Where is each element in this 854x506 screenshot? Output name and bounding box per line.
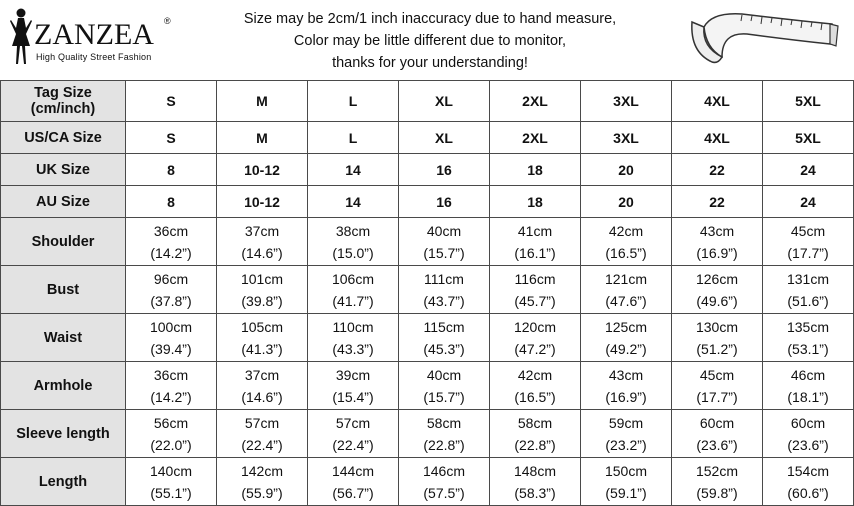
inch-value: (43.7”) xyxy=(423,292,465,309)
cm-value: 131cm xyxy=(786,270,830,287)
size-cell: S xyxy=(126,81,217,122)
measurement-cell xyxy=(672,458,763,506)
cm-value: 142cm xyxy=(240,462,284,479)
row-header: Sleeve length xyxy=(1,410,126,458)
measurement-cell xyxy=(308,362,399,410)
size-cell: S xyxy=(126,122,217,154)
inch-value: (49.6”) xyxy=(696,292,738,309)
notice-line: Size may be 2cm/1 inch inaccuracy due to hand measure, xyxy=(243,11,617,27)
cm-value: 110cm xyxy=(332,318,374,335)
size-cell: M xyxy=(217,122,308,154)
inch-value: (59.8”) xyxy=(696,484,738,501)
inch-value: (17.7”) xyxy=(787,244,829,261)
cm-value: 37cm xyxy=(244,366,280,383)
cm-value: 36cm xyxy=(153,366,189,383)
cm-value: 40cm xyxy=(426,366,462,383)
cm-value: 120cm xyxy=(513,318,557,335)
inch-value: (49.2”) xyxy=(605,340,647,357)
measurement-cell xyxy=(308,410,399,458)
inch-value: (22.8”) xyxy=(423,436,465,453)
cm-value: 111cm xyxy=(424,270,464,287)
measurement-cell xyxy=(581,266,672,314)
measurement-cell xyxy=(217,266,308,314)
size-cell: 14 xyxy=(308,154,399,186)
inch-value: (16.1”) xyxy=(514,244,556,261)
inch-value: (59.1”) xyxy=(605,484,647,501)
measurement-cell xyxy=(217,218,308,266)
measurement-cell xyxy=(672,314,763,362)
cm-value: 140cm xyxy=(149,462,193,479)
cm-value: 144cm xyxy=(331,462,375,479)
inch-value: (14.2”) xyxy=(150,388,192,405)
row-header: Armhole xyxy=(1,362,126,410)
size-cell: 8 xyxy=(126,154,217,186)
inch-value: (45.3”) xyxy=(423,340,465,357)
measurement-cell xyxy=(399,314,490,362)
measurement-cell xyxy=(672,218,763,266)
measurement-cell xyxy=(308,314,399,362)
cm-value: 106cm xyxy=(331,270,375,287)
inch-value: (22.4”) xyxy=(332,436,374,453)
inch-value: (55.9”) xyxy=(241,484,283,501)
size-cell: 24 xyxy=(763,154,854,186)
size-cell: 5XL xyxy=(763,122,854,154)
cm-value: 126cm xyxy=(695,270,739,287)
inch-value: (15.7”) xyxy=(423,244,465,261)
size-cell: 3XL xyxy=(581,81,672,122)
size-cell: 10-12 xyxy=(217,186,308,218)
cm-value: 135cm xyxy=(786,318,830,335)
inch-value: (55.1”) xyxy=(150,484,192,501)
brand-name: ZANZEA xyxy=(34,18,154,51)
size-cell: 8 xyxy=(126,186,217,218)
measurement-cell xyxy=(217,314,308,362)
inch-value: (37.8”) xyxy=(150,292,192,309)
size-cell: 3XL xyxy=(581,122,672,154)
measurement-cell xyxy=(581,410,672,458)
measurement-cell xyxy=(126,266,217,314)
cm-value: 57cm xyxy=(244,414,280,431)
measurement-cell xyxy=(763,410,854,458)
measurement-cell xyxy=(581,362,672,410)
measurement-cell xyxy=(763,458,854,506)
measurement-cell xyxy=(217,458,308,506)
inch-value: (57.5”) xyxy=(423,484,465,501)
measurement-cell xyxy=(399,362,490,410)
cm-value: 40cm xyxy=(426,222,462,239)
cm-value: 101cm xyxy=(240,270,284,287)
measurement-cell xyxy=(581,314,672,362)
size-cell: 4XL xyxy=(672,81,763,122)
inch-value: (22.0”) xyxy=(150,436,192,453)
inch-value: (53.1”) xyxy=(787,340,829,357)
inch-value: (58.3”) xyxy=(514,484,556,501)
inch-value: (60.6”) xyxy=(787,484,829,501)
cm-value: 59cm xyxy=(608,414,644,431)
cm-value: 116cm xyxy=(514,270,556,287)
size-cell: 2XL xyxy=(490,81,581,122)
inch-value: (16.9”) xyxy=(605,388,647,405)
measurement-cell xyxy=(763,362,854,410)
size-cell: L xyxy=(308,122,399,154)
cm-value: 60cm xyxy=(699,414,735,431)
row-header: Bust xyxy=(1,266,126,314)
row-header: Tag Size (cm/inch) xyxy=(1,81,126,122)
row-header: AU Size xyxy=(1,186,126,218)
cm-value: 150cm xyxy=(604,462,648,479)
inch-value: (15.7”) xyxy=(423,388,465,405)
cm-value: 115cm xyxy=(423,318,465,335)
measurement-cell xyxy=(217,362,308,410)
inch-value: (23.6”) xyxy=(696,436,738,453)
size-row xyxy=(1,122,854,154)
inch-value: (14.6”) xyxy=(241,244,283,261)
measurement-cell xyxy=(581,218,672,266)
cm-value: 100cm xyxy=(149,318,193,335)
size-cell: 14 xyxy=(308,186,399,218)
cm-value: 148cm xyxy=(513,462,557,479)
cm-value: 57cm xyxy=(335,414,371,431)
size-cell: 18 xyxy=(490,154,581,186)
measurement-cell xyxy=(763,314,854,362)
inch-value: (17.7”) xyxy=(696,388,738,405)
cm-value: 43cm xyxy=(699,222,735,239)
cm-value: 105cm xyxy=(240,318,284,335)
cm-value: 58cm xyxy=(517,414,553,431)
size-cell: L xyxy=(308,81,399,122)
inch-value: (47.2”) xyxy=(514,340,556,357)
cm-value: 152cm xyxy=(695,462,739,479)
measurement-cell xyxy=(126,458,217,506)
cm-value: 45cm xyxy=(699,366,735,383)
inch-value: (39.4”) xyxy=(150,340,192,357)
size-cell: 22 xyxy=(672,186,763,218)
brand-tagline: High Quality Street Fashion xyxy=(36,52,152,62)
measurement-cell xyxy=(399,458,490,506)
measurement-cell xyxy=(399,410,490,458)
measurement-row xyxy=(1,266,854,314)
inch-value: (15.0”) xyxy=(332,244,374,261)
registered-mark: ® xyxy=(164,16,171,26)
row-header: US/CA Size xyxy=(1,122,126,154)
size-cell: XL xyxy=(399,122,490,154)
cm-value: 43cm xyxy=(608,366,644,383)
notice-text xyxy=(200,8,660,74)
inch-value: (51.6”) xyxy=(787,292,829,309)
notice-line: Color may be little different due to monitor, xyxy=(293,33,567,49)
size-cell: 5XL xyxy=(763,81,854,122)
measurement-row xyxy=(1,458,854,506)
size-row xyxy=(1,81,854,122)
measurement-cell xyxy=(672,266,763,314)
inch-value: (16.5”) xyxy=(514,388,556,405)
size-cell: 22 xyxy=(672,154,763,186)
cm-value: 60cm xyxy=(790,414,826,431)
measurement-cell xyxy=(126,362,217,410)
inch-value: (22.4”) xyxy=(241,436,283,453)
inch-value: (18.1”) xyxy=(787,388,829,405)
measurement-cell xyxy=(126,314,217,362)
measuring-tape-icon xyxy=(682,2,842,74)
measurement-cell xyxy=(308,266,399,314)
size-cell: 10-12 xyxy=(217,154,308,186)
measurement-cell xyxy=(308,458,399,506)
size-cell: 24 xyxy=(763,186,854,218)
size-chart-table xyxy=(0,80,854,506)
measurement-cell xyxy=(672,362,763,410)
inch-value: (47.6”) xyxy=(605,292,647,309)
cm-value: 42cm xyxy=(517,366,553,383)
inch-value: (45.7”) xyxy=(514,292,556,309)
cm-value: 146cm xyxy=(422,462,466,479)
cm-value: 41cm xyxy=(517,222,553,239)
inch-value: (39.8”) xyxy=(241,292,283,309)
inch-value: (23.2”) xyxy=(605,436,647,453)
measurement-cell xyxy=(581,458,672,506)
size-cell: 18 xyxy=(490,186,581,218)
measurement-cell xyxy=(217,410,308,458)
cm-value: 56cm xyxy=(153,414,189,431)
measurement-cell xyxy=(763,266,854,314)
fashion-silhouette-icon xyxy=(4,6,38,66)
notice-line: thanks for your understanding! xyxy=(332,55,528,71)
size-cell: 2XL xyxy=(490,122,581,154)
cm-value: 58cm xyxy=(426,414,462,431)
inch-value: (43.3”) xyxy=(332,340,374,357)
cm-value: 96cm xyxy=(153,270,189,287)
size-cell: XL xyxy=(399,81,490,122)
inch-value: (23.6”) xyxy=(787,436,829,453)
size-row xyxy=(1,186,854,218)
size-cell: 20 xyxy=(581,154,672,186)
cm-value: 130cm xyxy=(695,318,739,335)
measurement-row xyxy=(1,218,854,266)
row-header: UK Size xyxy=(1,154,126,186)
measurement-cell xyxy=(399,218,490,266)
measurement-row xyxy=(1,410,854,458)
cm-value: 42cm xyxy=(608,222,644,239)
measurement-cell xyxy=(308,218,399,266)
measurement-cell xyxy=(490,458,581,506)
size-cell: 16 xyxy=(399,186,490,218)
measurement-cell xyxy=(126,410,217,458)
inch-value: (41.7”) xyxy=(332,292,374,309)
inch-value: (14.6”) xyxy=(241,388,283,405)
measurement-cell xyxy=(672,410,763,458)
cm-value: 125cm xyxy=(604,318,648,335)
measurement-cell xyxy=(490,410,581,458)
cm-value: 154cm xyxy=(786,462,830,479)
size-cell: 20 xyxy=(581,186,672,218)
inch-value: (16.9”) xyxy=(696,244,738,261)
cm-value: 121cm xyxy=(604,270,648,287)
size-cell: 4XL xyxy=(672,122,763,154)
measurement-cell xyxy=(490,266,581,314)
cm-value: 46cm xyxy=(790,366,826,383)
inch-value: (41.3”) xyxy=(241,340,283,357)
measurement-cell xyxy=(399,266,490,314)
inch-value: (56.7”) xyxy=(332,484,374,501)
row-header: Shoulder xyxy=(1,218,126,266)
cm-value: 39cm xyxy=(335,366,371,383)
header xyxy=(0,0,854,80)
brand-logo xyxy=(2,4,178,66)
row-header: Length xyxy=(1,458,126,506)
measurement-cell xyxy=(490,218,581,266)
size-cell: 16 xyxy=(399,154,490,186)
cm-value: 37cm xyxy=(244,222,280,239)
measurement-cell xyxy=(490,362,581,410)
inch-value: (15.4”) xyxy=(332,388,374,405)
size-cell: M xyxy=(217,81,308,122)
cm-value: 38cm xyxy=(335,222,371,239)
measurement-cell xyxy=(490,314,581,362)
size-row xyxy=(1,154,854,186)
row-header: Waist xyxy=(1,314,126,362)
measurement-cell xyxy=(763,218,854,266)
cm-value: 45cm xyxy=(790,222,826,239)
inch-value: (14.2”) xyxy=(150,244,192,261)
measurement-cell xyxy=(126,218,217,266)
inch-value: (22.8”) xyxy=(514,436,556,453)
inch-value: (51.2”) xyxy=(696,340,738,357)
cm-value: 36cm xyxy=(153,222,189,239)
measurement-row xyxy=(1,362,854,410)
inch-value: (16.5”) xyxy=(605,244,647,261)
measurement-row xyxy=(1,314,854,362)
